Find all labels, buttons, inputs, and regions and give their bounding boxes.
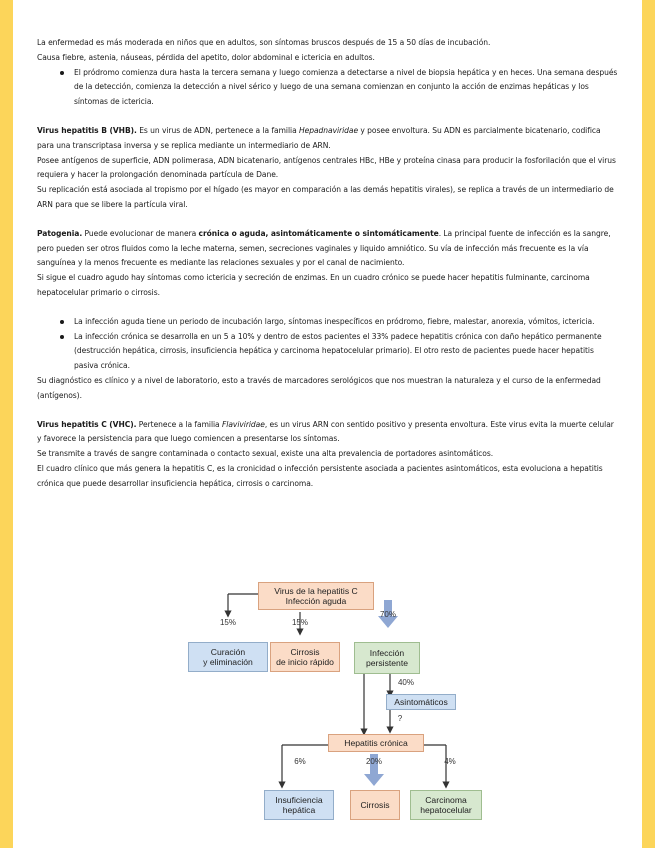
fast-cirrhosis-box: Cirrosis de inicio rápido — [270, 642, 340, 672]
vhc-family: Flaviviridae — [221, 419, 265, 429]
document-text — [37, 36, 619, 492]
unknown-percent: ? — [397, 714, 403, 723]
pathogenesis-bullet-1: La infección aguda tiene un periodo de incubación largo, síntomas inespecíficos en pródromo, fiebre, malestar, anorexia, vómitos, ictericia. — [74, 315, 619, 330]
carcinoma-box: Carcinoma hepatocelular — [410, 790, 482, 820]
pathogenesis-paragraph-3: Su diagnóstico es clínico y a nivel de laboratorio, esto a través de marcadores serológicos que nos muestran la naturaleza y el curso de la enfermedad (antígenos). — [37, 375, 601, 400]
chronic-hepatitis-box: Hepatitis crónica — [328, 734, 424, 752]
vhb-paragraph-3: Su replicación está asociada al tropismo por el hígado (es mayor en comparación a las demás hepatitis virales), se replica a través de un intermediario de ARN para que se libere la partícula viral. — [37, 185, 614, 209]
pathogenesis-bullet-2: La infección crónica se desarrolla en un 5 a 10% y dentro de estos pacientes el 33% padece hepatitis crónica con daño hepático permanente (destrucción hepática, cirrosis, insuficiencia hepática y carcinoma hepatocelular primario). El otro resto de pacientes puede hacer hepatitis pasiva crónica. — [74, 330, 619, 374]
cirrhosis-box: Cirrosis — [350, 790, 400, 820]
pathogenesis-title: Patogenia. — [37, 228, 83, 238]
pathogenesis-paragraph-2: Si sigue el cuadro agudo hay síntomas como ictericia y secreción de enzimas. En un cuadro crónico se puede hacer hepatitis fulminante, carcinoma hepatocelular primario o cirrosis. — [37, 273, 590, 297]
failure-percent: 6% — [294, 757, 306, 766]
vhb-title: Virus hepatitis B (VHB). — [37, 125, 137, 135]
hepatitis-c-flow-diagram — [178, 580, 508, 825]
asymptomatic-percent: 40% — [397, 678, 414, 687]
vhc-title: Virus hepatitis C (VHC). — [37, 419, 137, 429]
intro-line-2: Causa fiebre, astenia, náuseas, pérdida del apetito, dolor abdominal e ictericia en adultos. — [37, 52, 375, 62]
intro-bullet-1: El pródromo comienza dura hasta la tercera semana y luego comienza a detectarse a nivel de biopsia hepática y en heces. Una semana después de la detección, comienza la detección a nivel sérico y luego de una semana comienzan en conjunto la acción de enzimas hepáticas y los síntomas de ictericia. — [74, 66, 619, 110]
cure-box: Curación y eliminación — [188, 642, 268, 672]
acute-infection-box: Virus de la hepatitis C Infección aguda — [258, 582, 374, 610]
vhb-paragraph-2: Posee antígenos de superficie, ADN polimerasa, ADN bicatenario, antígenos centrales HBc, HBe y proteína cinasa para producir la fosforilación que el virus requiera y hacer la prolongación denominada partícula de Dane. — [37, 155, 616, 180]
intro-list — [37, 66, 619, 110]
vhc-paragraph-1: Virus hepatitis C (VHC). Pertenece a la familia Flaviviridae, es un virus ARN con sentido positivo y presenta envoltura. Este virus evita la muerte celular y favorece la persistencia para que luego comiencen a presentarse los síntomas. — [37, 419, 614, 444]
liver-failure-box: Insuficiencia hepática — [264, 790, 334, 820]
asymptomatic-box: Asintomáticos — [386, 694, 456, 710]
cirrhosis-percent: 20% — [365, 757, 382, 766]
vhb-paragraph-1: Virus hepatitis B (VHB). Es un virus de ADN, pertenece a la familia Hepadnaviridae y posee envoltura. Su ADN es parcialmente bicatenario, codifica para una transcriptasa inversa y se replica mediante un intermediario de ARN. — [37, 125, 601, 150]
persistent-percent: 70% — [379, 610, 396, 619]
vhc-paragraph-2: Se transmite a través de sangre contaminada o contacto sexual, existe una alta prevalencia de portadores asintomáticos. — [37, 449, 494, 459]
diagram-connectors — [178, 580, 508, 825]
carcinoma-percent: 4% — [444, 757, 456, 766]
vhb-family: Hepadnaviridae — [299, 125, 359, 135]
pathogenesis-paragraph-1: Patogenia. Puede evolucionar de manera crónica o aguda, asintomáticamente o sintomáticamente. La principal fuente de infección es la sangre, pero pueden ser otros fluidos como la leche materna, semen, secreciones vaginales y liquido amniótico. Su vía de infección más frecuente es la vía sanguínea y la menos frecuente es mediante las relaciones sexuales y por el canal de nacimiento. — [37, 228, 611, 268]
fast-cirrhosis-percent: 15% — [291, 618, 308, 627]
vhc-paragraph-3: El cuadro clínico que más genera la hepatitis C, es la cronicidad o infección persistente asociada a pacientes asintomáticos, esta evoluciona a hepatitis crónica que puede desarrollar insuficiencia hepática, cirrosis o carcinoma. — [37, 463, 603, 488]
intro-line-1: La enfermedad es más moderada en niños que en adultos, son síntomas bruscos después de 15 a 50 días de incubación. — [37, 38, 491, 47]
document-page — [13, 0, 642, 848]
persistent-infection-box: Infección persistente — [354, 642, 420, 674]
cure-percent: 15% — [219, 618, 236, 627]
pathogenesis-list — [37, 315, 619, 374]
